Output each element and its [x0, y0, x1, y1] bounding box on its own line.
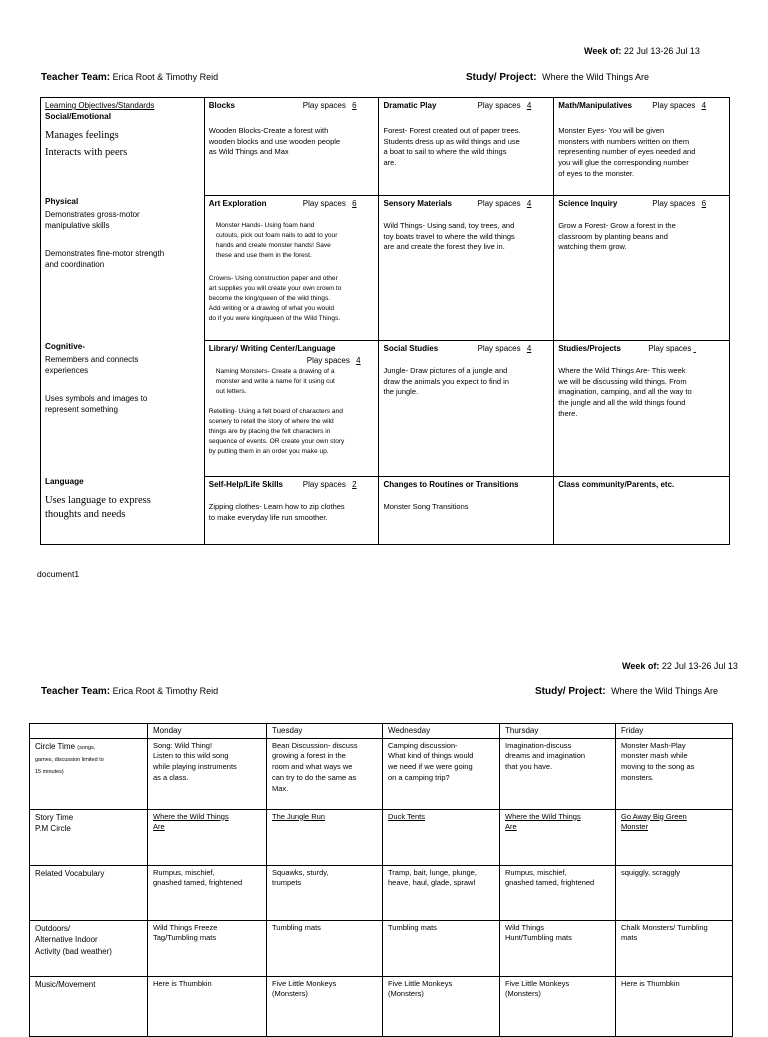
- story-tuesday: The Jungle Run: [267, 809, 383, 865]
- math-play-count: 4: [701, 101, 707, 110]
- studies-activity: Where the Wild Things Are- This week we will be discussing wild things. From imagination, camping, and all the way to the jungle and all the wild things found there.: [558, 366, 692, 418]
- objectives-header: Learning Objectives/Standards: [45, 101, 155, 110]
- studies-title: Studies/Projects: [558, 344, 621, 353]
- dramatic-play-title: Dramatic Play: [383, 101, 437, 110]
- dramatic-play-activity: Forest- Forest created out of paper trees. Students dress up as wild things and use a boat to sail to where the wild things are.: [383, 126, 521, 167]
- row-label-outdoors: Outdoors/ Alternative Indoor Activity (bad weather): [30, 920, 148, 976]
- circle-friday: Monster Mash-Play monster mash while moving to the song as monsters.: [616, 738, 733, 809]
- cell-social-studies: [379, 341, 554, 477]
- social-emotional-items: [45, 129, 127, 160]
- social-studies-play-spaces: Play spaces: [477, 344, 521, 353]
- study-project-value-2: Where the Wild Things Are: [611, 686, 718, 696]
- circle-time-label: Circle Time: [35, 741, 76, 751]
- social-studies-play-count: 4: [526, 344, 532, 353]
- week-value: 22 Jul 13-26 Jul 13: [623, 46, 700, 56]
- physical-objective-fine: Demonstrates fine-motor strength and coordination: [45, 249, 165, 270]
- vocab-tuesday: Squawks, sturdy, trumpets: [267, 865, 383, 920]
- science-play-count: 6: [701, 199, 707, 208]
- week-label-2: Week of:: [622, 661, 660, 671]
- week-of-2: [622, 661, 738, 671]
- day-thursday: Thursday: [500, 724, 616, 739]
- blocks-play-count: 6: [352, 101, 357, 110]
- row-vocabulary: [30, 865, 733, 920]
- study-project: [466, 72, 649, 83]
- science-title: Science Inquiry: [558, 199, 618, 208]
- library-play-spaces: Play spaces: [306, 356, 350, 365]
- vocab-monday: Rumpus, mischief, gnashed tamed, frightened: [148, 865, 267, 920]
- day-tuesday: Tuesday: [267, 724, 383, 739]
- circle-wednesday: Camping discussion- What kind of things would we need if we were going on a camping trip?: [383, 738, 500, 809]
- vocab-wednesday: Tramp, bait, lunge, plunge, heave, haul, glade, sprawl: [383, 865, 500, 920]
- document-footer: document1: [37, 569, 80, 579]
- library-play-count: 4: [356, 356, 361, 365]
- outdoors-wednesday: Tumbling mats: [383, 920, 500, 976]
- outdoors-friday: Chalk Monsters/ Tumbling mats: [616, 920, 733, 976]
- row-label-story-time: Story Time P.M Circle: [30, 809, 148, 865]
- cell-changes: [379, 477, 554, 545]
- row-label-music: Music/Movement: [30, 976, 148, 1036]
- cell-library: [204, 341, 379, 477]
- teacher-team-2: [41, 686, 218, 697]
- library-activity-retelling: Retelling- Using a felt board of characters and scenery to retell the story of where the wild things are by placing the felt characters in sequence of events. OR create your own story by putting them in an order you make up.: [208, 408, 345, 455]
- dramatic-play-spaces: Play spaces: [477, 101, 521, 110]
- self-help-title: Self-Help/Life Skills: [208, 480, 283, 489]
- self-help-play-count: 2: [352, 480, 357, 489]
- cell-blocks: [204, 98, 379, 196]
- music-thursday: Five Little Monkeys (Monsters): [500, 976, 616, 1036]
- story-thursday: Where the Wild Things Are: [500, 809, 616, 865]
- cell-dramatic-play: [379, 98, 554, 196]
- dramatic-play-count: 4: [526, 101, 532, 110]
- row-label-vocabulary: Related Vocabulary: [30, 865, 148, 920]
- outdoors-tuesday: Tumbling mats: [267, 920, 383, 976]
- header-blank: [30, 724, 148, 739]
- weekly-schedule: [29, 723, 733, 1037]
- sensory-play-count: 4: [526, 199, 532, 208]
- cell-self-help: [204, 477, 379, 545]
- music-tuesday: Five Little Monkeys (Monsters): [267, 976, 383, 1036]
- social-studies-activity: Jungle- Draw pictures of a jungle and draw the animals you expect to find in the jungle.: [383, 366, 509, 397]
- community-title: Class community/Parents, etc.: [558, 480, 675, 489]
- week-label: Week of:: [584, 46, 622, 56]
- math-activity: Monster Eyes- You will be given monsters with numbers written on them representing number of eyes needed and you will glue the corresponding number of eyes to the monster.: [558, 126, 696, 178]
- studies-play-blank: [694, 344, 710, 353]
- outdoors-thursday: Wild Things Hunt/Tumbling mats: [500, 920, 616, 976]
- cell-math: [554, 98, 730, 196]
- art-title: Art Exploration: [208, 199, 267, 208]
- day-monday: Monday: [148, 724, 267, 739]
- circle-tuesday: Bean Discussion- discuss growing a forest in the room and what ways we can try to do the same as Max.: [267, 738, 383, 809]
- sensory-activity: Wild Things- Using sand, toy trees, and toy boats travel to where the wild things are and create the forest they live in.: [383, 221, 515, 252]
- changes-activity: Monster Song Transitions: [383, 502, 469, 511]
- story-monday: Where the Wild Things Are: [148, 809, 267, 865]
- math-play-spaces: Play spaces: [652, 101, 696, 110]
- blocks-play-spaces: Play spaces: [302, 101, 346, 110]
- self-help-play-spaces: Play spaces: [302, 480, 346, 489]
- math-title: Math/Manipulatives: [558, 101, 633, 110]
- physical-title: Physical: [45, 197, 79, 206]
- story-wednesday: Duck Tents: [383, 809, 500, 865]
- cognitive-objective-symbols: Uses symbols and images to represent something: [45, 394, 148, 415]
- week-of: [584, 46, 700, 56]
- teacher-team-value-2: Erica Root & Timothy Reid: [112, 686, 219, 696]
- sensory-play-spaces: Play spaces: [477, 199, 521, 208]
- study-project-label-2: Study/ Project:: [535, 686, 606, 697]
- art-play-count: 6: [352, 199, 357, 208]
- music-wednesday: Five Little Monkeys (Monsters): [383, 976, 500, 1036]
- cell-community: [554, 477, 730, 545]
- science-activity: Grow a Forest- Grow a forest in the classroom by planting beans and watching them grow.: [558, 221, 676, 252]
- social-studies-title: Social Studies: [383, 344, 439, 353]
- library-activity-naming: Naming Monsters- Create a drawing of a monster and write a name for it using cut out letters.: [215, 368, 335, 395]
- vocab-thursday: Rumpus, mischief, gnashed tamed, frightened: [500, 865, 616, 920]
- language-objective: Uses language to express thoughts and needs: [45, 495, 151, 521]
- row-story-time: [30, 809, 733, 865]
- cell-sensory: [379, 196, 554, 341]
- study-project-2: [535, 686, 718, 697]
- day-wednesday: Wednesday: [383, 724, 500, 739]
- art-activity-crowns: Crowns- Using construction paper and other art supplies you will create your own crown to become the king/queen of the wild things. Add writing or a drawing of what you would do if you were king/queen of the Wild Things.: [208, 275, 342, 322]
- planning-grid: [40, 97, 730, 545]
- music-monday: Here is Thumbkin: [148, 976, 267, 1036]
- row-circle-time: [30, 738, 733, 809]
- cell-studies-projects: [554, 341, 730, 477]
- teacher-team-label-2: Teacher Team:: [41, 686, 111, 697]
- row-music: [30, 976, 733, 1036]
- social-emotional-title: Social/Emotional: [45, 112, 111, 121]
- week-value-2: 22 Jul 13-26 Jul 13: [661, 661, 738, 671]
- art-activity-hands: Monster Hands- Using foam hand cutouts, pick out foam nails to add to your hands and create monster hands! Save these and use them in the forest.: [215, 222, 338, 259]
- cognitive-objective-remembers: Remembers and connects experiences: [45, 355, 139, 376]
- teacher-team-label: Teacher Team:: [41, 72, 111, 83]
- story-friday: Go Away Big Green Monster: [616, 809, 733, 865]
- teacher-team-value: Erica Root & Timothy Reid: [112, 72, 219, 82]
- objectives-column: [41, 98, 205, 545]
- day-friday: Friday: [616, 724, 733, 739]
- schedule-day-header: [30, 724, 733, 739]
- blocks-activity: Wooden Blocks-Create a forest with wooden blocks and use wooden people as Wild Things and Max: [208, 126, 341, 157]
- circle-thursday: Imagination-discuss dreams and imagination that you have.: [500, 738, 616, 809]
- row-outdoors: [30, 920, 733, 976]
- study-project-value: Where the Wild Things Are: [542, 72, 649, 82]
- objective-manages-feelings: Manages feelings: [45, 130, 119, 141]
- library-title: Library/ Writing Center/Language: [208, 344, 336, 353]
- outdoors-monday: Wild Things Freeze Tag/Tumbling mats: [148, 920, 267, 976]
- circle-time-note: (songs, games, discussion limited to 15 minutes): [35, 744, 104, 775]
- changes-title: Changes to Routines or Transitions: [383, 480, 519, 489]
- music-friday: Here is Thumbkin: [616, 976, 733, 1036]
- vocab-friday: squiggly, scraggly: [616, 865, 733, 920]
- physical-objective-gross: Demonstrates gross-motor manipulative skills: [45, 210, 140, 231]
- circle-monday: Song: Wild Thing! Listen to this wild song while playing instruments as a class.: [148, 738, 267, 809]
- language-title: Language: [45, 477, 84, 486]
- cell-art: [204, 196, 379, 341]
- cell-science: [554, 196, 730, 341]
- objective-interacts-peers: Interacts with peers: [45, 147, 128, 159]
- sensory-title: Sensory Materials: [383, 199, 452, 208]
- studies-play-spaces: Play spaces: [648, 344, 692, 353]
- row-label-circle-time: [30, 738, 148, 809]
- cognitive-title: Cognitive-: [45, 342, 86, 351]
- teacher-team: [41, 72, 218, 83]
- blocks-title: Blocks: [208, 101, 235, 110]
- study-project-label: Study/ Project:: [466, 72, 537, 83]
- self-help-activity: Zipping clothes- Learn how to zip clothes to make everyday life run smoother.: [208, 502, 345, 522]
- science-play-spaces: Play spaces: [652, 199, 696, 208]
- art-play-spaces: Play spaces: [302, 199, 346, 208]
